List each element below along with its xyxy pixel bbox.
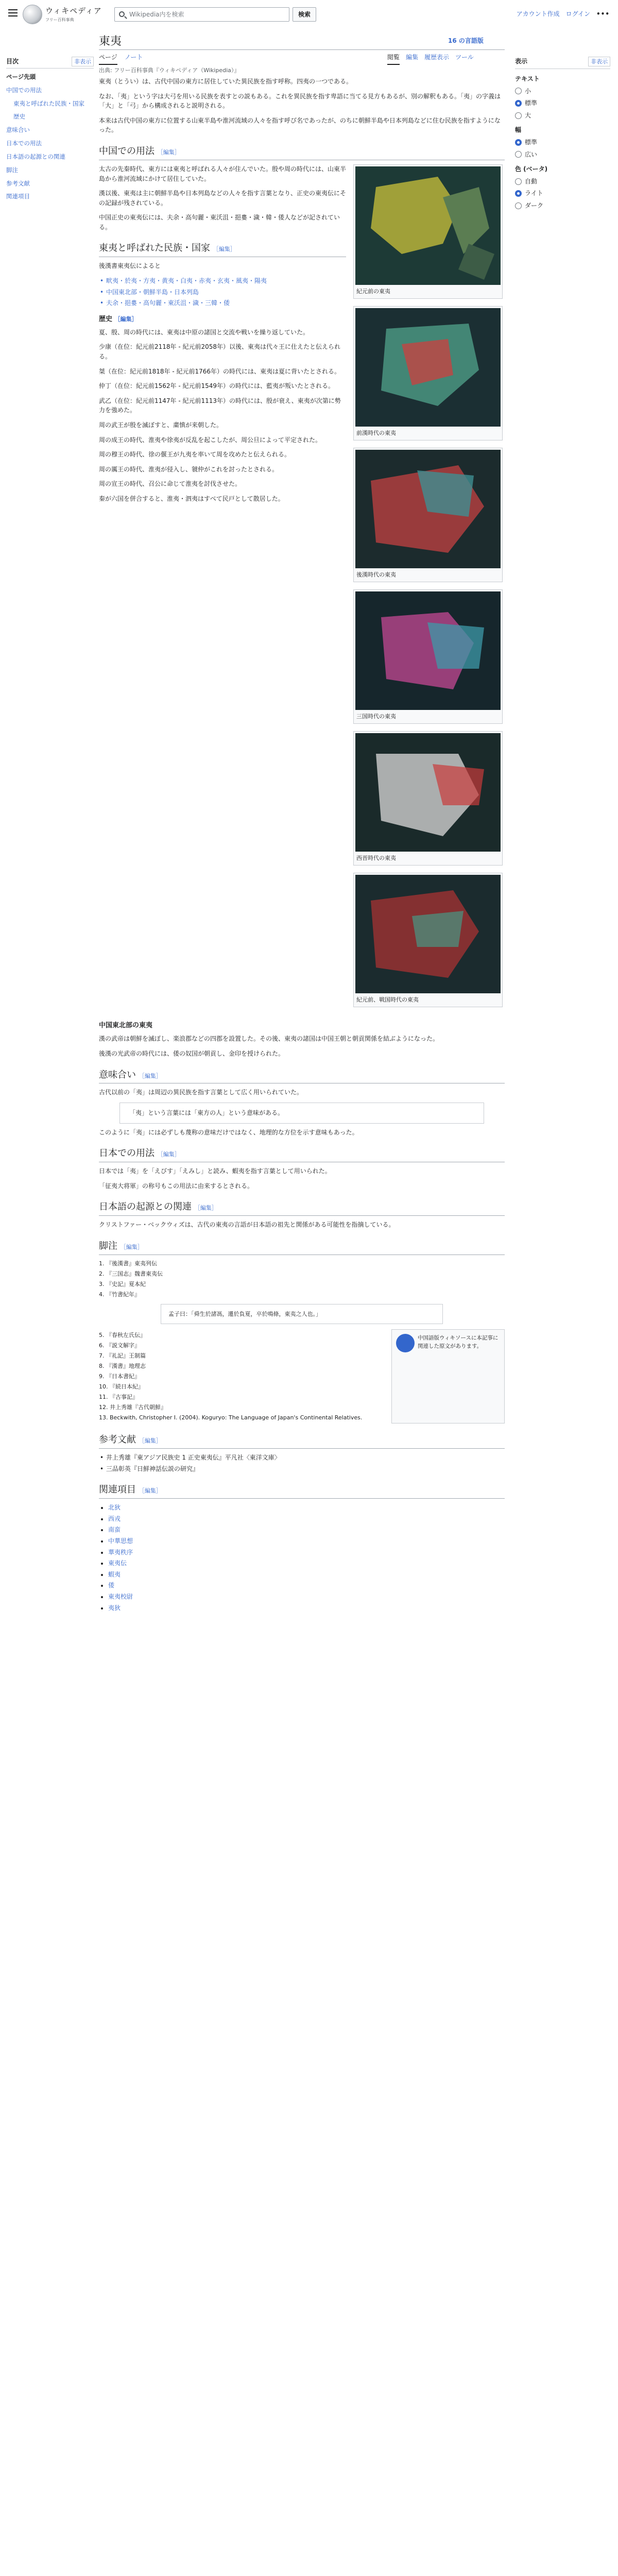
tab-history[interactable]: 履歴表示 xyxy=(424,54,450,61)
reference-item: 12. 井上秀雄『古代朝鮮』 xyxy=(99,1404,166,1411)
figure-caption: 後漢時代の東夷 xyxy=(356,571,396,578)
search-placeholder: Wikipedia内を検索 xyxy=(129,10,184,18)
main-menu-button[interactable] xyxy=(8,9,18,16)
related-link[interactable]: 蝦夷 xyxy=(108,1570,121,1578)
toc-item-china[interactable]: 中国での用法 xyxy=(6,86,42,94)
toc-heading: 目次 xyxy=(6,58,19,65)
wordmark-title: ウィキペディア xyxy=(45,6,102,16)
bibliography-item: • 井上秀雄『東アジア民族史 1 正史東夷伝』平凡社〈東洋文庫〉 xyxy=(99,1453,505,1463)
wikisource-icon xyxy=(396,1334,415,1352)
reference-item: 13. Beckwith, Christopher I. (2004). Koguryo: The Language of Japan's Continental Relatives. xyxy=(99,1414,363,1421)
body-paragraph: 仲丁（在位：紀元前1562年 - 紀元前1549年）の時代には、藍夷が叛いたとされる。 xyxy=(99,382,335,390)
toc-item-peoples[interactable]: 東夷と呼ばれた民族・国家 xyxy=(13,99,84,107)
radio-label: ダーク xyxy=(525,201,544,209)
color-label: 色 (ベータ) xyxy=(515,165,548,173)
radio-label: 広い xyxy=(525,150,538,158)
related-link[interactable]: 中華思想 xyxy=(108,1537,133,1545)
tab-tools[interactable]: ツール xyxy=(455,54,474,61)
radio-icon xyxy=(515,151,522,158)
map-image xyxy=(355,875,501,993)
appearance-heading: 表示 xyxy=(515,58,528,65)
body-paragraph: 夏、殷、周の時代には、東夷は中原の諸国と交流や戦いを繰り返していた。 xyxy=(99,328,310,336)
globe-icon xyxy=(23,5,42,24)
section-heading-peoples: 東夷と呼ばれた民族・国家 ［編集］ xyxy=(99,241,346,257)
search-button[interactable]: 検索 xyxy=(293,7,316,22)
reference-item: 2. 『三国志』魏書東夷伝 xyxy=(99,1270,163,1277)
radio-selected-icon xyxy=(515,139,522,146)
article-content xyxy=(99,66,505,1614)
section-heading-related: 関連項目 ［編集］ xyxy=(99,1483,505,1499)
related-link[interactable]: 西戎 xyxy=(108,1515,121,1522)
map-image xyxy=(355,166,501,285)
section-heading-history: 歴史 ［編集］ xyxy=(99,315,138,323)
text-size-label: テキスト xyxy=(515,75,540,83)
section-heading-origin: 日本語の起源との関連 ［編集］ xyxy=(99,1200,505,1216)
map-svg xyxy=(355,308,501,427)
appearance-hide-button[interactable]: 非表示 xyxy=(588,57,610,66)
map-figure[interactable] xyxy=(353,164,503,299)
wikisource-text: 中国語版ウィキソースに本記事に関連した原文があります。 xyxy=(418,1334,499,1350)
body-paragraph: 桀（在位：紀元前1818年 - 紀元前1766年）の時代には、東夷は夏に背いたとされる。 xyxy=(99,367,341,375)
intro-paragraph: なお、「夷」という字は大弓を用いる民族を表すとの説もある。これを異民族を指す卑語に当てる見方もあるが、別の解釈もある。「夷」の字義は「大」と「弓」から構成されると説明される。 xyxy=(99,92,501,110)
body-paragraph: 後漢の光武帝の時代には、倭の奴国が朝貢し、金印を授けられた。 xyxy=(99,1049,285,1057)
edit-section-link[interactable]: ［編集］ xyxy=(157,1151,180,1158)
appearance-header xyxy=(515,57,610,69)
toc-item-notes[interactable]: 脚注 xyxy=(6,166,18,174)
figure-caption: 紀元前の東夷 xyxy=(356,287,390,295)
reference-item: 11. 『古事記』 xyxy=(99,1394,138,1401)
wikisource-box[interactable] xyxy=(391,1329,505,1423)
color-auto[interactable] xyxy=(515,177,610,187)
text-size-small[interactable] xyxy=(515,87,610,96)
figure-caption: 西晋時代の東夷 xyxy=(356,855,396,862)
reference-item: 8. 『漢書』地理志 xyxy=(99,1363,146,1370)
source-quote-box: 孟子曰：「舜生於諸馮，遷於負夏，卒於鳴條，東夷之人也。」 xyxy=(161,1304,443,1324)
related-link[interactable]: 倭 xyxy=(108,1582,115,1589)
related-link[interactable]: 東夷伝 xyxy=(108,1560,127,1567)
body-paragraph: 後漢書東夷伝によると xyxy=(99,262,161,270)
toc-item-history[interactable]: 歴史 xyxy=(13,113,25,121)
tab-read[interactable]: 閲覧 xyxy=(387,53,400,65)
edit-section-link[interactable]: ［編集］ xyxy=(120,1243,143,1250)
search-icon xyxy=(119,11,125,17)
more-options-icon[interactable]: ••• xyxy=(596,10,610,18)
color-light[interactable] xyxy=(515,189,610,198)
radio-selected-icon xyxy=(515,190,522,197)
map-svg xyxy=(355,450,501,568)
wordmark-tagline: フリー百科事典 xyxy=(45,18,74,23)
article-source-line: 出典: フリー百科事典『ウィキペディア（Wikipedia）』 xyxy=(99,67,240,74)
wikipedia-logo[interactable] xyxy=(23,5,102,24)
section-heading-china: 中国での用法 ［編集］ xyxy=(99,144,505,160)
toc-header xyxy=(6,57,94,69)
map-image xyxy=(355,733,501,852)
body-paragraph: 「征夷大将軍」の称号もこの用法に由来するとされる。 xyxy=(99,1182,254,1190)
radio-icon xyxy=(515,88,522,94)
radio-icon xyxy=(515,112,522,119)
list-item[interactable]: • 畎夷・於夷・方夷・黄夷・白夷・赤夷・玄夷・風夷・陽夷 xyxy=(99,276,346,286)
edit-section-link[interactable]: ［編集］ xyxy=(114,315,138,323)
radio-label: 標準 xyxy=(525,139,538,146)
text-size-large[interactable] xyxy=(515,111,610,121)
body-paragraph: 周の厲王の時代、淮夷が侵入し、虢仲がこれを討ったとされる。 xyxy=(99,465,279,473)
reference-item: 3. 『史記』夏本紀 xyxy=(99,1280,146,1287)
reference-item: 4. 『竹書紀年』 xyxy=(99,1291,140,1298)
map-image xyxy=(355,591,501,710)
page-title: 東夷 xyxy=(99,35,122,48)
section-heading-notes: 脚注 ［編集］ xyxy=(99,1239,505,1255)
width-wide[interactable] xyxy=(515,150,610,160)
toc-hide-button[interactable]: 非表示 xyxy=(72,57,94,66)
body-paragraph: クリストファー・ベックウィズは、古代の東夷の言語が日本語の祖先と関係がある可能性を指摘している。 xyxy=(99,1221,395,1229)
toc-item-meaning[interactable]: 意味合い xyxy=(6,126,30,134)
body-paragraph: 周の穆王の時代、徐の偃王が九夷を率いて周を攻めたと伝えられる。 xyxy=(99,451,291,459)
reference-item: 9. 『日本書紀』 xyxy=(99,1373,140,1380)
map-svg xyxy=(355,875,501,993)
radio-selected-icon xyxy=(515,100,522,107)
edit-section-link[interactable]: ［編集］ xyxy=(139,1487,162,1495)
view-tabs xyxy=(387,53,474,65)
tab-talk[interactable]: ノート xyxy=(124,54,143,61)
references-list xyxy=(99,1259,505,1299)
body-paragraph: 秦が六国を併合すると、淮夷・泗夷はすべて民戸として散居した。 xyxy=(99,495,284,502)
user-links xyxy=(517,9,610,19)
reference-item: 6. 『説文解字』 xyxy=(99,1342,140,1349)
edit-section-link[interactable]: ［編集］ xyxy=(194,1205,217,1212)
edit-section-link[interactable]: ［編集］ xyxy=(139,1072,162,1079)
body-paragraph: 少康（在位：紀元前2118年 - 紀元前2058年）以後、東夷は代々王に仕えたと伝えられる。 xyxy=(99,343,341,361)
tab-page[interactable]: ページ xyxy=(99,53,117,65)
section-heading-meaning: 意味合い ［編集］ xyxy=(99,1068,505,1084)
body-paragraph: 漢以後、東夷は主に朝鮮半島や日本列島などの人々を指す言葉となり、正史の東夷伝にその記録が残されている。 xyxy=(99,190,347,207)
width-label: 幅 xyxy=(515,126,522,134)
list-item[interactable]: • 中国東北部・朝鮮半島・日本列島 xyxy=(99,287,346,297)
body-paragraph: 周の宣王の時代、召公に命じて淮夷を討伐させた。 xyxy=(99,480,242,488)
intro-paragraph: 本来は古代中国の東方に位置する山東半島や淮河流域の人々を指す呼び名であったが、のちに朝鮮半島や日本列島などに住む民族を指すようになった。 xyxy=(99,116,501,134)
reference-item: 1. 『後漢書』東夷列伝 xyxy=(99,1260,157,1267)
map-figure[interactable] xyxy=(353,589,503,724)
map-figure[interactable] xyxy=(353,731,503,866)
figure-caption: 紀元前、戦国時代の東夷 xyxy=(356,996,419,1004)
width-standard[interactable] xyxy=(515,138,610,147)
tab-edit[interactable]: 編集 xyxy=(406,54,419,61)
site-header xyxy=(0,0,618,29)
toc-item-japan[interactable]: 日本での用法 xyxy=(6,140,42,147)
map-svg xyxy=(355,591,501,710)
toc-item-origin[interactable]: 日本語の起源との関連 xyxy=(6,152,65,160)
china-section xyxy=(99,164,505,1014)
section-heading-northeast: 中国東北部の東夷 xyxy=(99,1022,153,1030)
edit-section-link[interactable]: ［編集］ xyxy=(213,246,236,253)
body-paragraph: 漢の武帝は朝鮮を滅ぼし、楽浪郡などの四郡を設置した。その後、東夷の諸国は中国王朝と朝貢関係を結ぶようになった。 xyxy=(99,1035,439,1043)
body-paragraph: 周の成王の時代、淮夷や徐夷が反乱を起こしたが、周公旦によって平定された。 xyxy=(99,436,322,444)
map-image xyxy=(355,308,501,427)
intro-paragraph: 東夷（とうい）は、古代中国の東方に居住していた異民族を指す呼称。四夷の一つである。 xyxy=(99,78,353,86)
radio-icon xyxy=(515,202,522,209)
title-divider xyxy=(99,49,505,50)
radio-label: 小 xyxy=(525,87,531,95)
radio-icon xyxy=(515,178,522,185)
related-link[interactable]: 華夷秩序 xyxy=(108,1548,133,1556)
radio-label: 大 xyxy=(525,111,531,119)
text-size-standard[interactable] xyxy=(515,98,610,108)
related-link[interactable]: 東夷校尉 xyxy=(108,1593,133,1601)
related-link[interactable]: 北狄 xyxy=(108,1504,121,1512)
related-link[interactable]: 夷狄 xyxy=(108,1604,121,1612)
reference-item: 5. 『春秋左氏伝』 xyxy=(99,1331,146,1338)
body-paragraph: 武乙（在位：紀元前1147年 - 紀元前1113年）の時代には、殷が衰え、東夷が次第に勢力を強めた。 xyxy=(99,397,341,414)
reference-item: 7. 『礼記』王制篇 xyxy=(99,1352,146,1359)
body-paragraph: このように「夷」には必ずしも蔑称の意味だけではなく、地理的な方位を示す意味もあった。 xyxy=(99,1128,358,1136)
blockquote: 「夷」という言葉には「東方の人」という意味がある。 xyxy=(119,1103,484,1124)
map-image xyxy=(355,450,501,568)
create-account-link[interactable]: アカウント作成 xyxy=(516,10,560,18)
radio-label: 標準 xyxy=(525,99,538,107)
related-list xyxy=(99,1503,505,1613)
language-button[interactable]: 16 の言語版 xyxy=(448,37,484,44)
figure-caption: 前漢時代の東夷 xyxy=(356,429,396,436)
body-paragraph: 古代以前の「夷」は周辺の異民族を指す言葉として広く用いられていた。 xyxy=(99,1089,303,1096)
references-list xyxy=(99,1329,505,1423)
body-paragraph: 日本では「夷」を「えびす」「えみし」と読み、蝦夷を指す言葉として用いられた。 xyxy=(99,1167,331,1175)
color-dark[interactable] xyxy=(515,201,610,211)
map-figure[interactable] xyxy=(353,873,503,1007)
edit-section-link[interactable]: ［編集］ xyxy=(139,1437,162,1445)
namespace-tabs xyxy=(99,53,143,65)
search-input[interactable] xyxy=(114,7,289,22)
toc-item-bibliography[interactable]: 参考文献 xyxy=(6,179,30,187)
section-heading-bibliography: 参考文献 ［編集］ xyxy=(99,1433,505,1449)
related-link[interactable]: 南蛮 xyxy=(108,1526,121,1534)
china-text xyxy=(99,164,346,1014)
appearance-panel xyxy=(515,57,610,213)
map-figure[interactable] xyxy=(353,306,503,440)
bibliography-item: • 三品彰英『日鮮神話伝説の研究』 xyxy=(99,1464,505,1474)
figure-column xyxy=(353,164,503,1014)
list-item[interactable]: • 夫余・挹婁・高句麗・東沃沮・濊・三韓・倭 xyxy=(99,298,346,308)
map-figure[interactable] xyxy=(353,448,503,582)
figure-caption: 三国時代の東夷 xyxy=(356,713,396,720)
radio-label: ライト xyxy=(525,190,543,197)
edit-section-link[interactable]: ［編集］ xyxy=(157,149,180,156)
toc-item-top[interactable]: ページ先頭 xyxy=(6,73,36,81)
radio-label: 自動 xyxy=(525,177,538,185)
body-paragraph: 中国正史の東夷伝には、夫余・高句麗・東沃沮・挹婁・濊・韓・倭人などが記されている。 xyxy=(99,214,340,231)
toc-item-related[interactable]: 関連項目 xyxy=(6,193,30,200)
table-of-contents xyxy=(6,57,94,204)
login-link[interactable]: ログイン xyxy=(565,10,590,18)
section-heading-japan: 日本での用法 ［編集］ xyxy=(99,1146,505,1162)
body-paragraph: 太古の先秦時代、東方には東夷と呼ばれる人々が住んでいた。殷や周の時代には、山東半島から淮河流域にかけて居住していた。 xyxy=(99,165,347,182)
reference-item: 10. 『続日本紀』 xyxy=(99,1383,144,1391)
body-paragraph: 周の武王が殷を滅ぼすと、粛慎が来朝した。 xyxy=(99,421,223,429)
map-svg xyxy=(355,166,501,285)
map-svg xyxy=(355,733,501,852)
